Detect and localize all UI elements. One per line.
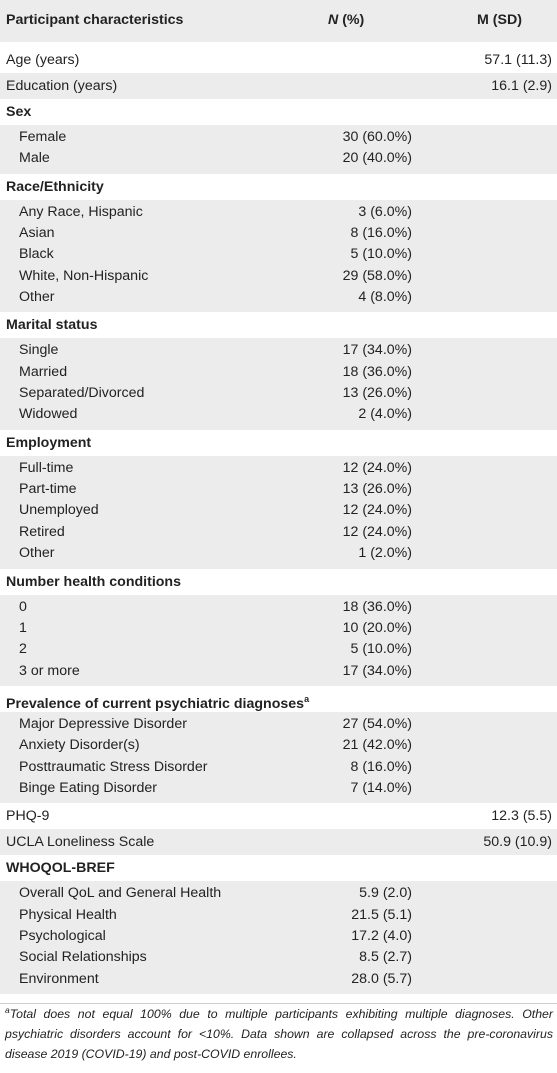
- section-sex: [0, 99, 557, 125]
- table-row: [0, 127, 557, 148]
- row-label: 2: [19, 641, 27, 658]
- table-row: [0, 618, 557, 639]
- row-label: Unemployed: [19, 502, 99, 519]
- table-row-phq9: [0, 803, 557, 829]
- section-sex-rows: [0, 125, 557, 174]
- row-label: 3 or more: [19, 662, 80, 679]
- row-label: Any Race, Hispanic: [19, 203, 143, 220]
- row-n: 17 (34.0%): [342, 662, 412, 679]
- row-n: 5 (10.0%): [350, 641, 412, 658]
- section-whoqol: [0, 855, 557, 881]
- table-row: [0, 714, 557, 735]
- row-label: Environment: [19, 970, 99, 987]
- row-n: 13 (26.0%): [342, 481, 412, 498]
- row-label: UCLA Loneliness Scale: [6, 834, 155, 851]
- row-label: Married: [19, 363, 68, 380]
- row-label: Psychological: [19, 927, 106, 944]
- row-label: Single: [19, 342, 59, 359]
- section-title: Race/Ethnicity: [6, 178, 104, 195]
- header-n-percent: [328, 12, 364, 28]
- row-n: 5.9 (2.0): [359, 885, 412, 902]
- row-n: 20 (40.0%): [342, 150, 412, 167]
- section-title: WHOQOL-BREF: [6, 860, 115, 877]
- row-label: Part-time: [19, 481, 77, 498]
- section-race-rows: [0, 200, 557, 313]
- section-title: Number health conditions: [6, 573, 181, 590]
- row-label: Binge Eating Disorder: [19, 779, 158, 796]
- row-msd: 16.1 (2.9): [491, 78, 552, 94]
- row-n: 28.0 (5.7): [351, 970, 412, 987]
- row-n: 18 (36.0%): [342, 363, 412, 380]
- row-label: Education (years): [6, 78, 118, 94]
- footnote-marker: a: [304, 693, 310, 704]
- row-msd: 50.9 (10.9): [483, 834, 552, 851]
- section-psychiatric-diagnoses: [0, 686, 557, 712]
- row-msd: 57.1 (11.3): [484, 52, 552, 68]
- section-employment-rows: [0, 456, 557, 569]
- row-n: 17 (34.0%): [342, 342, 412, 359]
- row-label: White, Non-Hispanic: [19, 267, 149, 284]
- table-row: [0, 266, 557, 287]
- row-label: Major Depressive Disorder: [19, 715, 187, 732]
- row-n: 29 (58.0%): [342, 267, 412, 284]
- row-label: Age (years): [6, 52, 80, 68]
- row-label: Male: [19, 150, 50, 167]
- table-row: [0, 404, 557, 425]
- table-row: [0, 735, 557, 756]
- section-title: Marital status: [6, 317, 98, 334]
- row-n: 12 (24.0%): [342, 523, 412, 540]
- table-row: [0, 383, 557, 404]
- row-label: 0: [19, 598, 27, 615]
- row-n: 5 (10.0%): [350, 246, 412, 263]
- table-row: [0, 905, 557, 926]
- section-title: Sex: [6, 104, 32, 120]
- table-row-age: [0, 47, 557, 73]
- table-row: [0, 947, 557, 968]
- row-label: Retired: [19, 523, 65, 540]
- row-n: 7 (14.0%): [350, 779, 412, 796]
- table-row: [0, 202, 557, 223]
- table-row: [0, 926, 557, 947]
- table-row: [0, 969, 557, 990]
- row-n: 8.5 (2.7): [359, 949, 412, 966]
- table-row-ucla: [0, 829, 557, 855]
- header-n: N: [328, 12, 339, 28]
- table-row: [0, 340, 557, 361]
- table-row: [0, 244, 557, 265]
- row-n: 18 (36.0%): [342, 598, 412, 615]
- row-label: Female: [19, 129, 67, 145]
- row-n: 2 (4.0%): [358, 406, 412, 423]
- table-row: [0, 479, 557, 500]
- header-n-suffix: (%): [338, 12, 365, 28]
- table-row: [0, 522, 557, 543]
- row-n: 8 (16.0%): [350, 758, 412, 775]
- row-n: 8 (16.0%): [350, 225, 412, 242]
- header-characteristics: Participant characteristics: [6, 12, 184, 28]
- row-label: Black: [19, 246, 54, 263]
- row-n: 21 (42.0%): [342, 737, 412, 754]
- footnote-text: Total does not equal 100% due to multiple participants exhibiting multiple diagnoses. Other psychiatric disorders account for <10%. Data shown are collapsed across the pre-coronavirus disease 2019 (COVID-19) and post-COVID enrollees.: [5, 1007, 553, 1061]
- row-label: Asian: [19, 225, 55, 242]
- row-label: 1: [19, 619, 27, 636]
- section-title: Employment: [6, 434, 92, 451]
- row-label: Separated/Divorced: [19, 385, 145, 402]
- section-employment: [0, 430, 557, 456]
- section-title: [6, 686, 309, 717]
- table-row: [0, 778, 557, 799]
- section-title-text: Prevalence of current psychiatric diagnoses: [6, 695, 305, 712]
- table-row: [0, 500, 557, 521]
- section-race: [0, 174, 557, 200]
- row-label: Physical Health: [19, 906, 117, 923]
- section-marital-rows: [0, 338, 557, 429]
- row-label: Full-time: [19, 459, 74, 476]
- table-row-education: [0, 73, 557, 99]
- section-psychiatric-rows: [0, 712, 557, 803]
- row-n: 30 (60.0%): [342, 129, 412, 145]
- row-n: 4 (8.0%): [358, 289, 412, 306]
- table-row: [0, 639, 557, 660]
- header-mean-sd: M (SD): [477, 12, 522, 28]
- row-label: Widowed: [19, 406, 78, 423]
- row-label: Anxiety Disorder(s): [19, 737, 140, 754]
- section-health-rows: [0, 595, 557, 686]
- row-label: Social Relationships: [19, 949, 147, 966]
- row-n: 1 (2.0%): [358, 545, 412, 562]
- section-whoqol-rows: [0, 881, 557, 994]
- row-label: Posttraumatic Stress Disorder: [19, 758, 208, 775]
- row-label: Other: [19, 545, 55, 562]
- table-row: [0, 362, 557, 383]
- table-row: [0, 458, 557, 479]
- table-row: [0, 883, 557, 904]
- row-n: 21.5 (5.1): [351, 906, 412, 923]
- row-n: 12 (24.0%): [342, 502, 412, 519]
- row-n: 13 (26.0%): [342, 385, 412, 402]
- section-health-conditions: [0, 569, 557, 595]
- row-n: 10 (20.0%): [342, 619, 412, 636]
- row-label: PHQ-9: [6, 808, 50, 825]
- table-row: [0, 287, 557, 308]
- table-footnote: [5, 1000, 553, 1064]
- row-msd: 12.3 (5.5): [491, 808, 552, 825]
- row-label: Overall QoL and General Health: [19, 885, 222, 902]
- table-row: [0, 543, 557, 564]
- table-row: [0, 661, 557, 682]
- table-row: [0, 223, 557, 244]
- table-header: [0, 0, 557, 42]
- table-row: [0, 597, 557, 618]
- row-n: 3 (6.0%): [358, 203, 412, 220]
- row-n: 17.2 (4.0): [351, 927, 412, 944]
- row-n: 27 (54.0%): [342, 715, 412, 732]
- table-row: [0, 757, 557, 778]
- row-label: Other: [19, 289, 55, 306]
- table-row: [0, 148, 557, 169]
- section-marital: [0, 312, 557, 338]
- row-n: 12 (24.0%): [342, 459, 412, 476]
- footnote-marker: a: [5, 1005, 10, 1015]
